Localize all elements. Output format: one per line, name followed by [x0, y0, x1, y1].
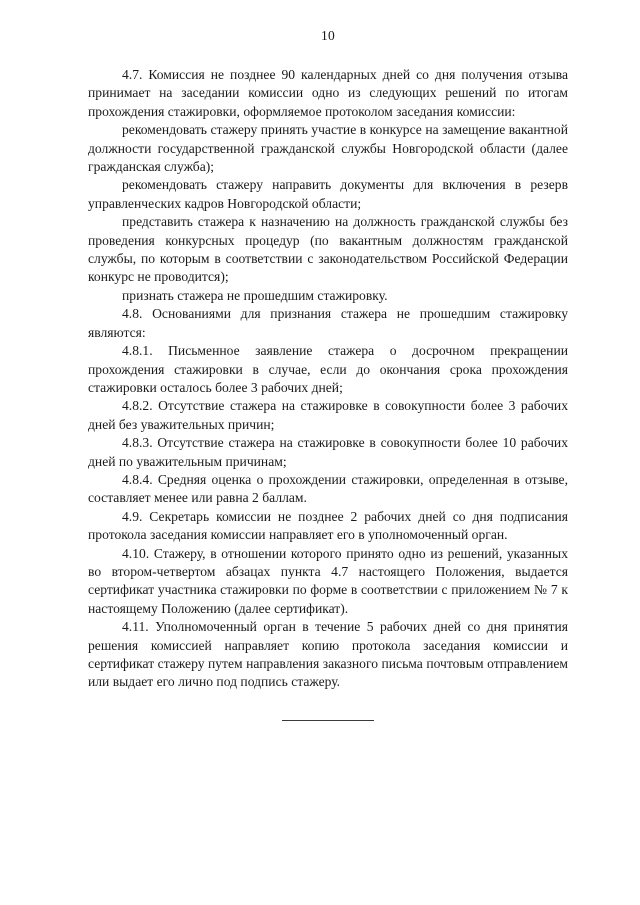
paragraph-4-8-1: 4.8.1. Письменное заявление стажера о досрочном прекращении прохождения стажировки в случае, если до окончания срока прохождения стажировки осталось более 3 рабочих дней; — [88, 343, 568, 395]
page-number: 10 — [321, 28, 335, 43]
paragraph-appointment-without-competition: представить стажера к назначению на должность гражданской службы без проведения конкурсных процедур (по вакантным должностям гражданской службы, по которым в соответствии с законодательством Российской Федерации конкурс не проводится); — [88, 214, 568, 285]
paragraph-recommend-reserve: рекомендовать стажеру направить документы для включения в резерв управленческих кадров Новгородской области; — [88, 177, 568, 211]
horizontal-rule-icon — [282, 720, 374, 721]
paragraph-4-8-2: 4.8.2. Отсутствие стажера на стажировке в совокупности более 3 рабочих дней без уважительных причин; — [88, 398, 568, 432]
section-divider — [88, 708, 568, 726]
document-body — [88, 66, 568, 692]
paragraph-4-9: 4.9. Секретарь комиссии не позднее 2 рабочих дней со дня подписания протокола заседания комиссии направляет его в уполномоченный орган. — [88, 508, 568, 543]
paragraph-4-7: 4.7. Комиссия не позднее 90 календарных дней со дня получения отзыва принимает на заседании комиссии одно из следующих решений по итогам прохождения стажировки, оформляемое протоколом заседания комиссии: — [88, 67, 568, 119]
paragraph-4-8-4: 4.8.4. Средняя оценка о прохождении стажировки, определенная в отзыве, составляет менее или равна 2 баллам. — [88, 471, 568, 506]
paragraph-4-11: 4.11. Уполномоченный орган в течение 5 рабочих дней со дня принятия решения комиссией направляет копию протокола заседания комиссии и сертификат стажеру путем направления заказного письма почтовым отправлением или выдает его лично под подпись стажеру. — [88, 619, 568, 690]
paragraph-not-passed: признать стажера не прошедшим стажировку. — [122, 287, 388, 303]
paragraph-4-8-3: 4.8.3. Отсутствие стажера на стажировке в совокупности более 10 рабочих дней по уважительным причинам; — [88, 435, 568, 469]
paragraph-4-10: 4.10. Стажеру, в отношении которого принято одно из решений, указанных во втором-четвертом абзацах пункта 4.7 настоящего Положения, выдается сертификат участника стажировки по форме в соответствии с приложением № 7 к настоящему Положению (далее сертификат). — [88, 545, 568, 616]
paragraph-4-8: 4.8. Основаниями для признания стажера не прошедшим стажировку являются: — [88, 306, 568, 340]
paragraph-recommend-competition: рекомендовать стажеру принять участие в конкурсе на замещение вакантной должности государственной гражданской службы Новгородской области (далее гражданская служба); — [88, 122, 568, 175]
